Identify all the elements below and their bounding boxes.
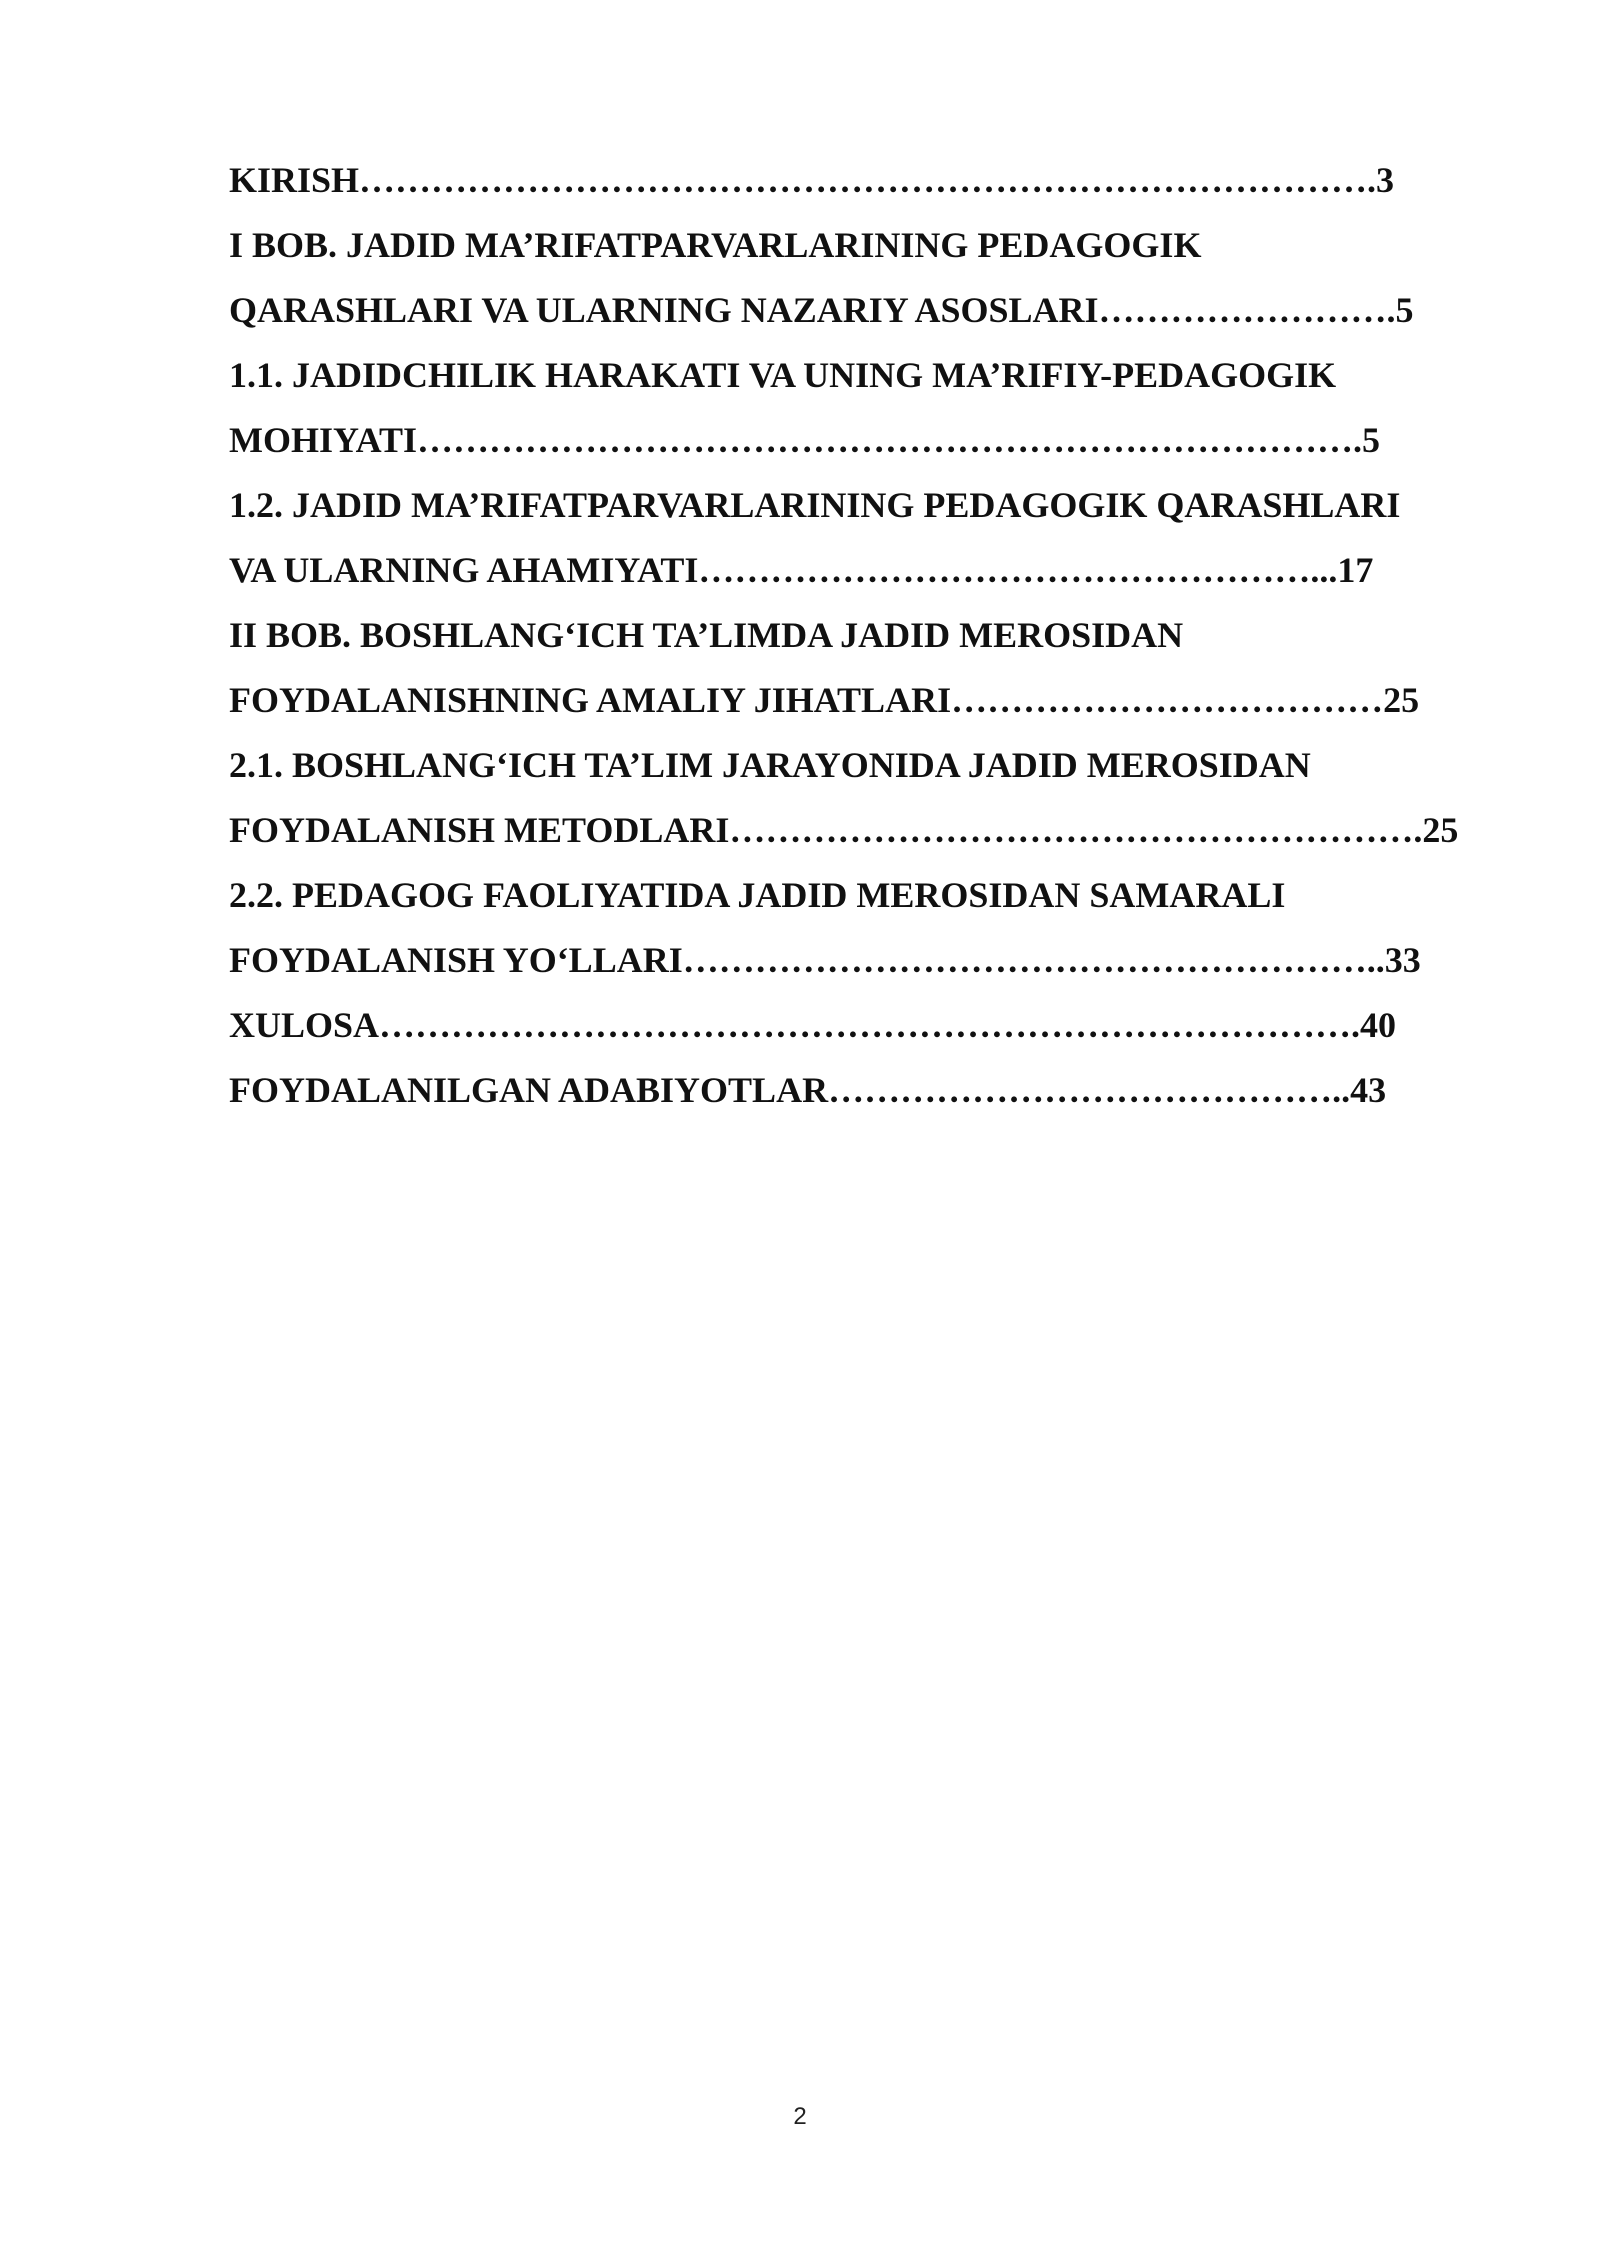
page-number: 2 (793, 2103, 807, 2130)
toc-entry-section-2-1-cont: FOYDALANISH METODLARI………………………………………………….25 (229, 810, 1459, 850)
toc-entry-section-2-2-cont: FOYDALANISH YO‘LLARI…………………………………………………..33 (229, 940, 1421, 980)
toc-entry-section-1-1: 1.1. JADIDCHILIK HARAKATI VA UNING MA’RIFIY-PEDAGOGIK (229, 355, 1337, 395)
toc-entry-section-1-2: 1.2. JADID MA’RIFATPARVARLARINING PEDAGOGIK QARASHLARI (229, 485, 1401, 525)
toc-entry-adabiyotlar: FOYDALANILGAN ADABIYOTLAR……………………………………..43 (229, 1070, 1387, 1110)
toc-entry-section-1-1-cont: MOHIYATI…………………………………………………………………….5 (229, 420, 1381, 460)
toc-entry-chapter-1-title: I BOB. JADID MA’RIFATPARVARLARINING PEDAGOGIK (229, 225, 1202, 265)
toc-entry-section-1-2-cont: VA ULARNING AHAMIYATI……………………………………………...17 (229, 550, 1374, 590)
toc-entry-kirish: KIRISH………………………………………………………………………….3 (229, 160, 1395, 200)
toc-entry-section-2-2: 2.2. PEDAGOG FAOLIYATIDA JADID MEROSIDAN SAMARALI (229, 875, 1286, 915)
toc-entry-section-2-1: 2.1. BOSHLANG‘ICH TA’LIM JARAYONIDA JADID MEROSIDAN (229, 745, 1311, 785)
toc-entry-chapter-2-title-cont: FOYDALANISHNING AMALIY JIHATLARI………………………………25 (229, 680, 1420, 720)
toc-entry-chapter-2-title: II BOB. BOSHLANG‘ICH TA’LIMDA JADID MEROSIDAN (229, 615, 1184, 655)
toc-entry-chapter-1-title-cont: QARASHLARI VA ULARNING NAZARIY ASOSLARI…………………….5 (229, 290, 1414, 330)
table-of-contents (229, 148, 1484, 1123)
toc-entry-xulosa: XULOSA……………………………………………………………………….40 (229, 1005, 1397, 1045)
